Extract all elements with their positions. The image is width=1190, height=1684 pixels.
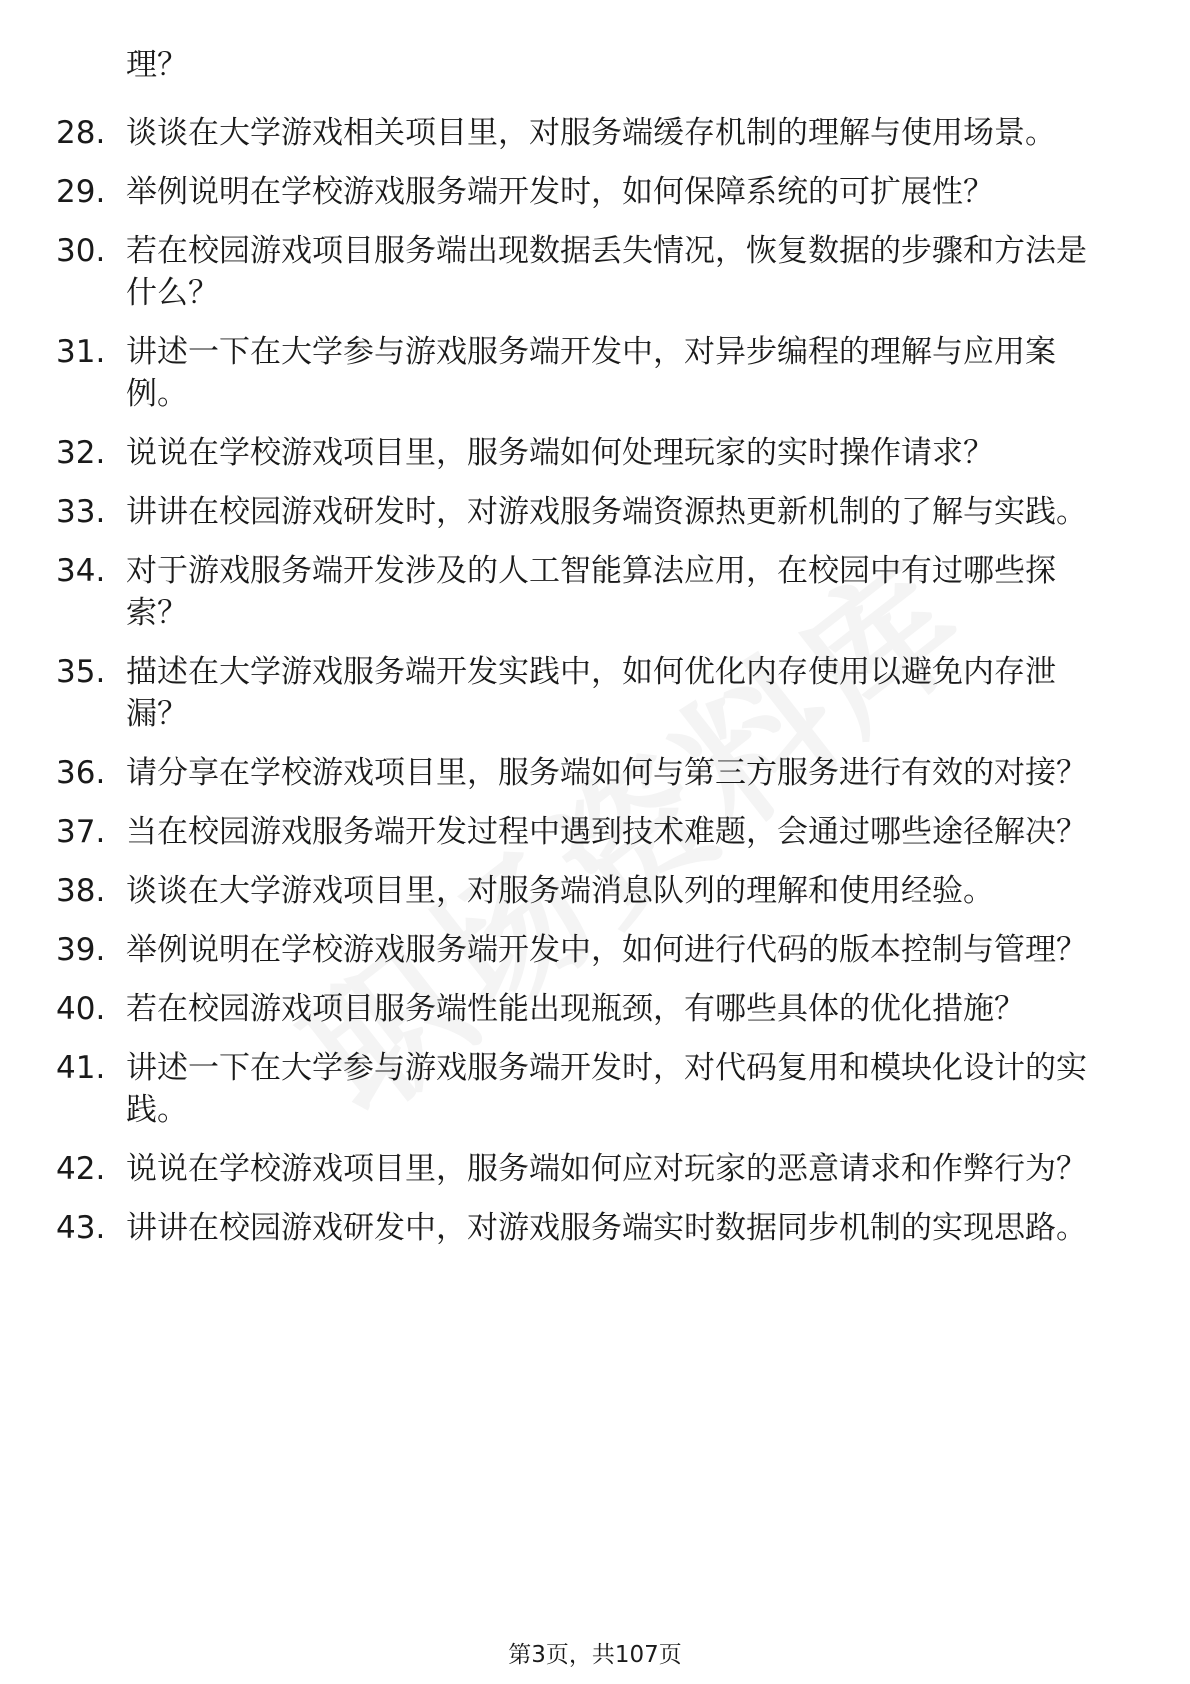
question-item bbox=[0, 550, 1190, 634]
question-item bbox=[0, 112, 1190, 154]
question-text: 讲述一下在大学参与游戏服务端开发时，对代码复用和模块化设计的实践。 bbox=[126, 1050, 1087, 1128]
question-item bbox=[0, 651, 1190, 735]
question-item bbox=[0, 432, 1190, 474]
question-number: 41. bbox=[56, 1050, 106, 1086]
question-number: 32. bbox=[56, 435, 106, 471]
question-text: 举例说明在学校游戏服务端开发中，如何进行代码的版本控制与管理？ bbox=[126, 932, 1087, 968]
question-text: 当在校园游戏服务端开发过程中遇到技术难题，会通过哪些途径解决？ bbox=[126, 814, 1087, 850]
question-text: 描述在大学游戏服务端开发实践中，如何优化内存使用以避免内存泄漏？ bbox=[126, 654, 1056, 732]
page-number-label: 第3页，共107页 bbox=[508, 1642, 682, 1668]
question-number: 38. bbox=[56, 873, 106, 909]
question-text: 谈谈在大学游戏相关项目里，对服务端缓存机制的理解与使用场景。 bbox=[126, 115, 1056, 151]
question-number: 28. bbox=[56, 115, 106, 151]
question-text: 若在校园游戏项目服务端性能出现瓶颈，有哪些具体的优化措施？ bbox=[126, 991, 1025, 1027]
question-number: 42. bbox=[56, 1151, 106, 1187]
question-item bbox=[0, 752, 1190, 794]
question-item bbox=[0, 230, 1190, 314]
question-item bbox=[0, 1047, 1190, 1131]
question-number: 37. bbox=[56, 814, 106, 850]
question-number: 30. bbox=[56, 233, 106, 269]
question-number: 29. bbox=[56, 174, 106, 210]
question-number: 43. bbox=[56, 1210, 106, 1246]
question-text: 若在校园游戏项目服务端出现数据丢失情况，恢复数据的步骤和方法是什么？ bbox=[126, 233, 1087, 311]
question-item bbox=[0, 929, 1190, 971]
question-text: 说说在学校游戏项目里，服务端如何处理玩家的实时操作请求？ bbox=[126, 435, 994, 471]
question-item bbox=[0, 331, 1190, 415]
question-number: 35. bbox=[56, 654, 106, 690]
question-item bbox=[0, 1148, 1190, 1190]
question-text: 讲讲在校园游戏研发时，对游戏服务端资源热更新机制的了解与实践。 bbox=[126, 494, 1087, 530]
question-number: 33. bbox=[56, 494, 106, 530]
question-text: 讲述一下在大学参与游戏服务端开发中，对异步编程的理解与应用案例。 bbox=[126, 334, 1056, 412]
question-item bbox=[0, 988, 1190, 1030]
question-number: 34. bbox=[56, 553, 106, 589]
question-item bbox=[0, 1207, 1190, 1249]
question-number: 40. bbox=[56, 991, 106, 1027]
page-footer bbox=[0, 1636, 1190, 1669]
question-text: 对于游戏服务端开发涉及的人工智能算法应用，在校园中有过哪些探索？ bbox=[126, 553, 1056, 631]
question-number: 31. bbox=[56, 334, 106, 370]
question-text: 说说在学校游戏项目里，服务端如何应对玩家的恶意请求和作弊行为？ bbox=[126, 1151, 1087, 1187]
question-item bbox=[0, 491, 1190, 533]
question-text: 请分享在学校游戏项目里，服务端如何与第三方服务进行有效的对接？ bbox=[126, 755, 1087, 791]
question-text: 举例说明在学校游戏服务端开发时，如何保障系统的可扩展性？ bbox=[126, 174, 994, 210]
continued-question-text: 理？ bbox=[126, 47, 188, 83]
question-item bbox=[0, 870, 1190, 912]
question-text: 谈谈在大学游戏项目里，对服务端消息队列的理解和使用经验。 bbox=[126, 873, 994, 909]
question-number: 36. bbox=[56, 755, 106, 791]
question-item bbox=[0, 171, 1190, 213]
question-list bbox=[0, 112, 1190, 1266]
question-item bbox=[0, 811, 1190, 853]
question-text: 讲讲在校园游戏研发中，对游戏服务端实时数据同步机制的实现思路。 bbox=[126, 1210, 1087, 1246]
question-number: 39. bbox=[56, 932, 106, 968]
